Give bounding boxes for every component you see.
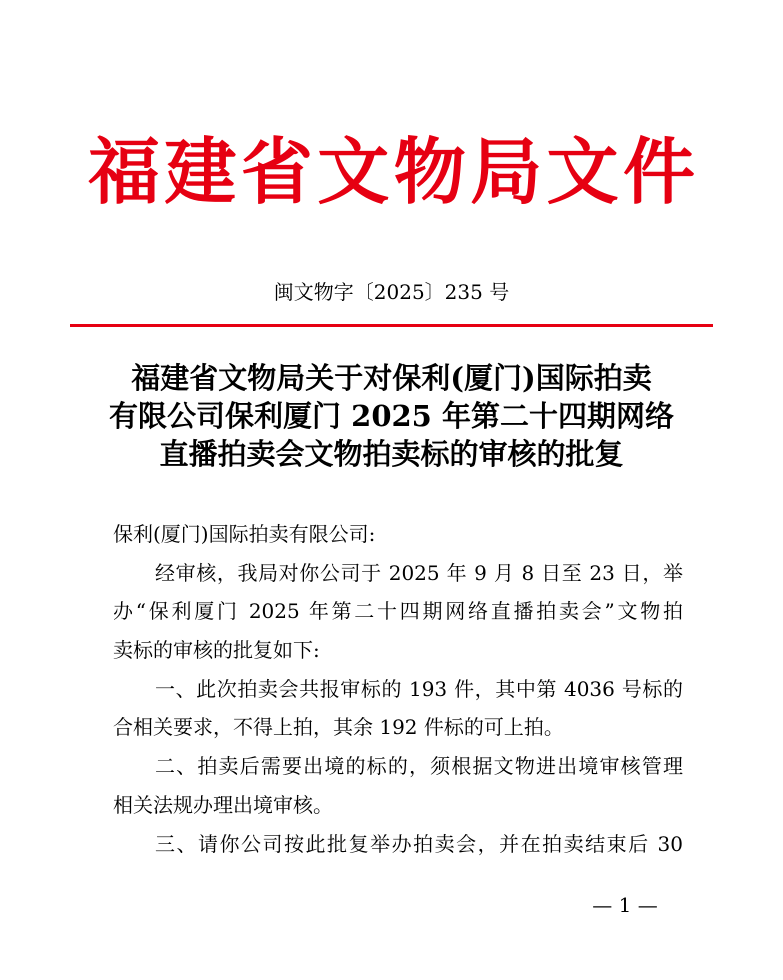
paragraph-1-line-3: 卖标的审核的批复如下:	[113, 638, 320, 663]
page-number: — 1 —	[592, 893, 658, 917]
title-line-2: 有限公司保利厦门 2025 年第二十四期网络	[109, 399, 674, 433]
title-line-3: 直播拍卖会文物拍卖标的审核的批复	[159, 437, 624, 471]
paragraph-2-line-2: 合相关要求，不得上拍，其余 192 件标的可上拍。	[113, 715, 564, 740]
document-title	[0, 359, 783, 473]
red-separator-rule	[70, 324, 713, 327]
document-number: 闽文物字〔2025〕235 号	[273, 280, 510, 304]
paragraph-3-line-2: 相关法规办理出境审核。	[113, 792, 333, 817]
title-line-1: 福建省文物局关于对保利(厦门)国际拍卖	[131, 361, 652, 395]
paragraph-1-line-2: 办“保利厦门 2025 年第二十四期网络直播拍卖会”文物拍	[113, 599, 683, 624]
paragraph-3-line-1: 二、拍卖后需要出境的标的，须根据文物进出境审核管理	[155, 754, 683, 779]
salutation: 保利(厦门)国际拍卖有限公司:	[113, 522, 376, 546]
paragraph-2-line-1: 一、此次拍卖会共报审标的 193 件，其中第 4036 号标的	[155, 676, 683, 701]
paragraph-1-line-1: 经审核，我局对你公司于 2025 年 9 月 8 日至 23 日，举	[155, 560, 683, 585]
paragraph-4-line-1: 三、请你公司按此批复举办拍卖会，并在拍卖结束后 30	[155, 831, 683, 856]
letter-body	[113, 515, 683, 863]
issuing-authority-header: 福建省文物局文件	[88, 129, 695, 214]
